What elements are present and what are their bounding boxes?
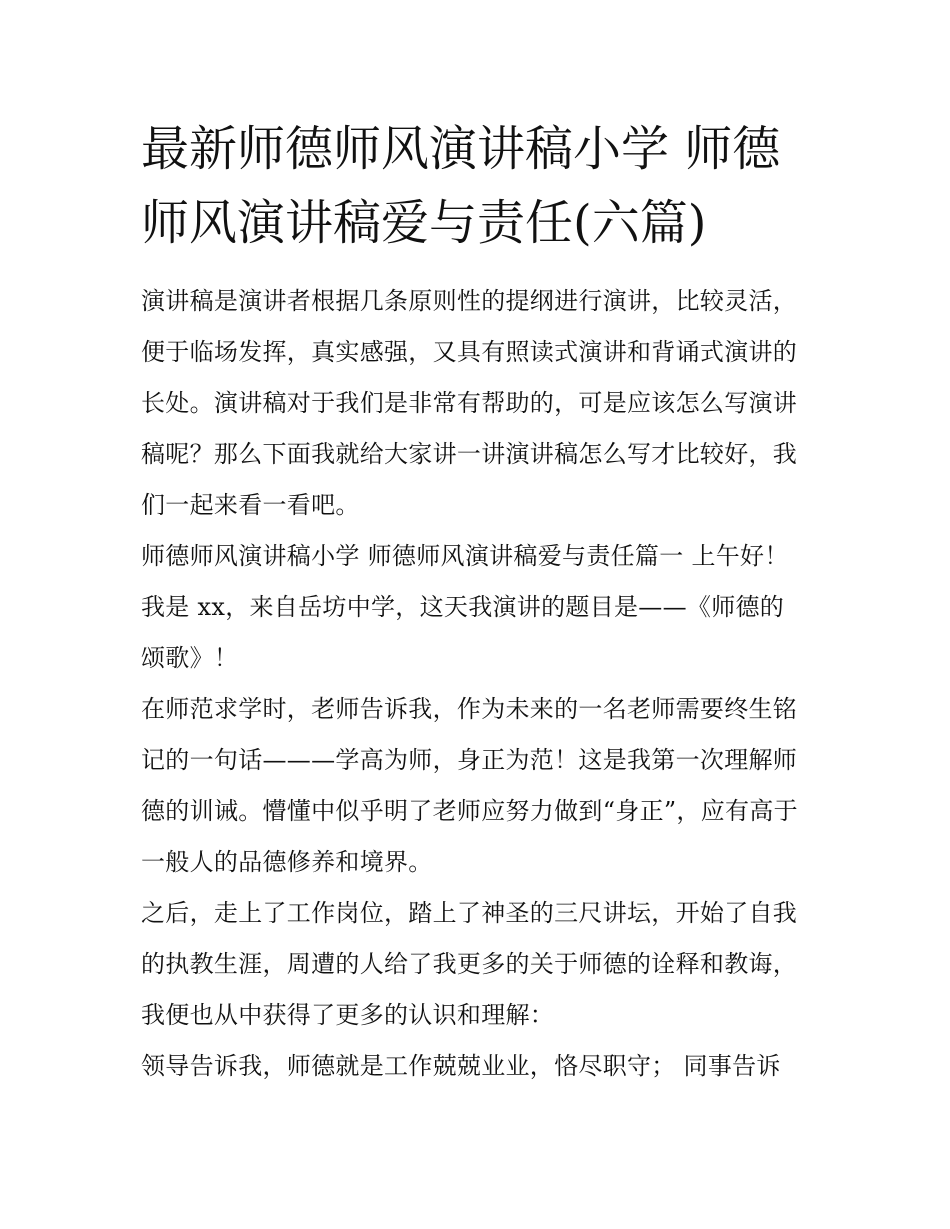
document-body	[141, 112, 813, 1092]
document-title: 最新师德师风演讲稿小学 师德 师风演讲稿爱与责任(六篇)	[141, 121, 781, 251]
paragraph-intro: 演讲稿是演讲者根据几条原则性的提纲进行演讲，比较灵活， 便于临场发挥，真实感强，又具有照读式演讲和背诵式演讲的 长处。演讲稿对于我们是非常有帮助的，可是应该怎么写演讲 稿呢？那么下面我就给大家讲一讲演讲稿怎么写才比较好，我 们一起来看一看吧。	[141, 287, 798, 519]
paragraph-career: 之后，走上了工作岗位，踏上了神圣的三尺讲坛，开始了自我 的执教生涯，周遭的人给了我更多的关于师德的诠释和教诲， 我便也从中获得了更多的认识和理解：	[141, 899, 798, 1029]
paragraph-greeting: 师德师风演讲稿小学 师德师风演讲稿爱与责任篇一 上午好！ 我是 xx，来自岳坊中学，这天我演讲的题目是——《师德的 颂歌》！	[141, 542, 789, 672]
paragraph-leaders: 领导告诉我，师德就是工作兢兢业业，恪尽职守； 同事告诉	[141, 1052, 781, 1080]
paragraph-normal-school: 在师范求学时，老师告诉我，作为未来的一名老师需要终生铭 记的一句话———学高为师，身正为范！这是我第一次理解师 德的训诫。懵懂中似乎明了老师应努力做到“身正”，应有高于 一般人的品德修养和境界。	[141, 695, 798, 876]
